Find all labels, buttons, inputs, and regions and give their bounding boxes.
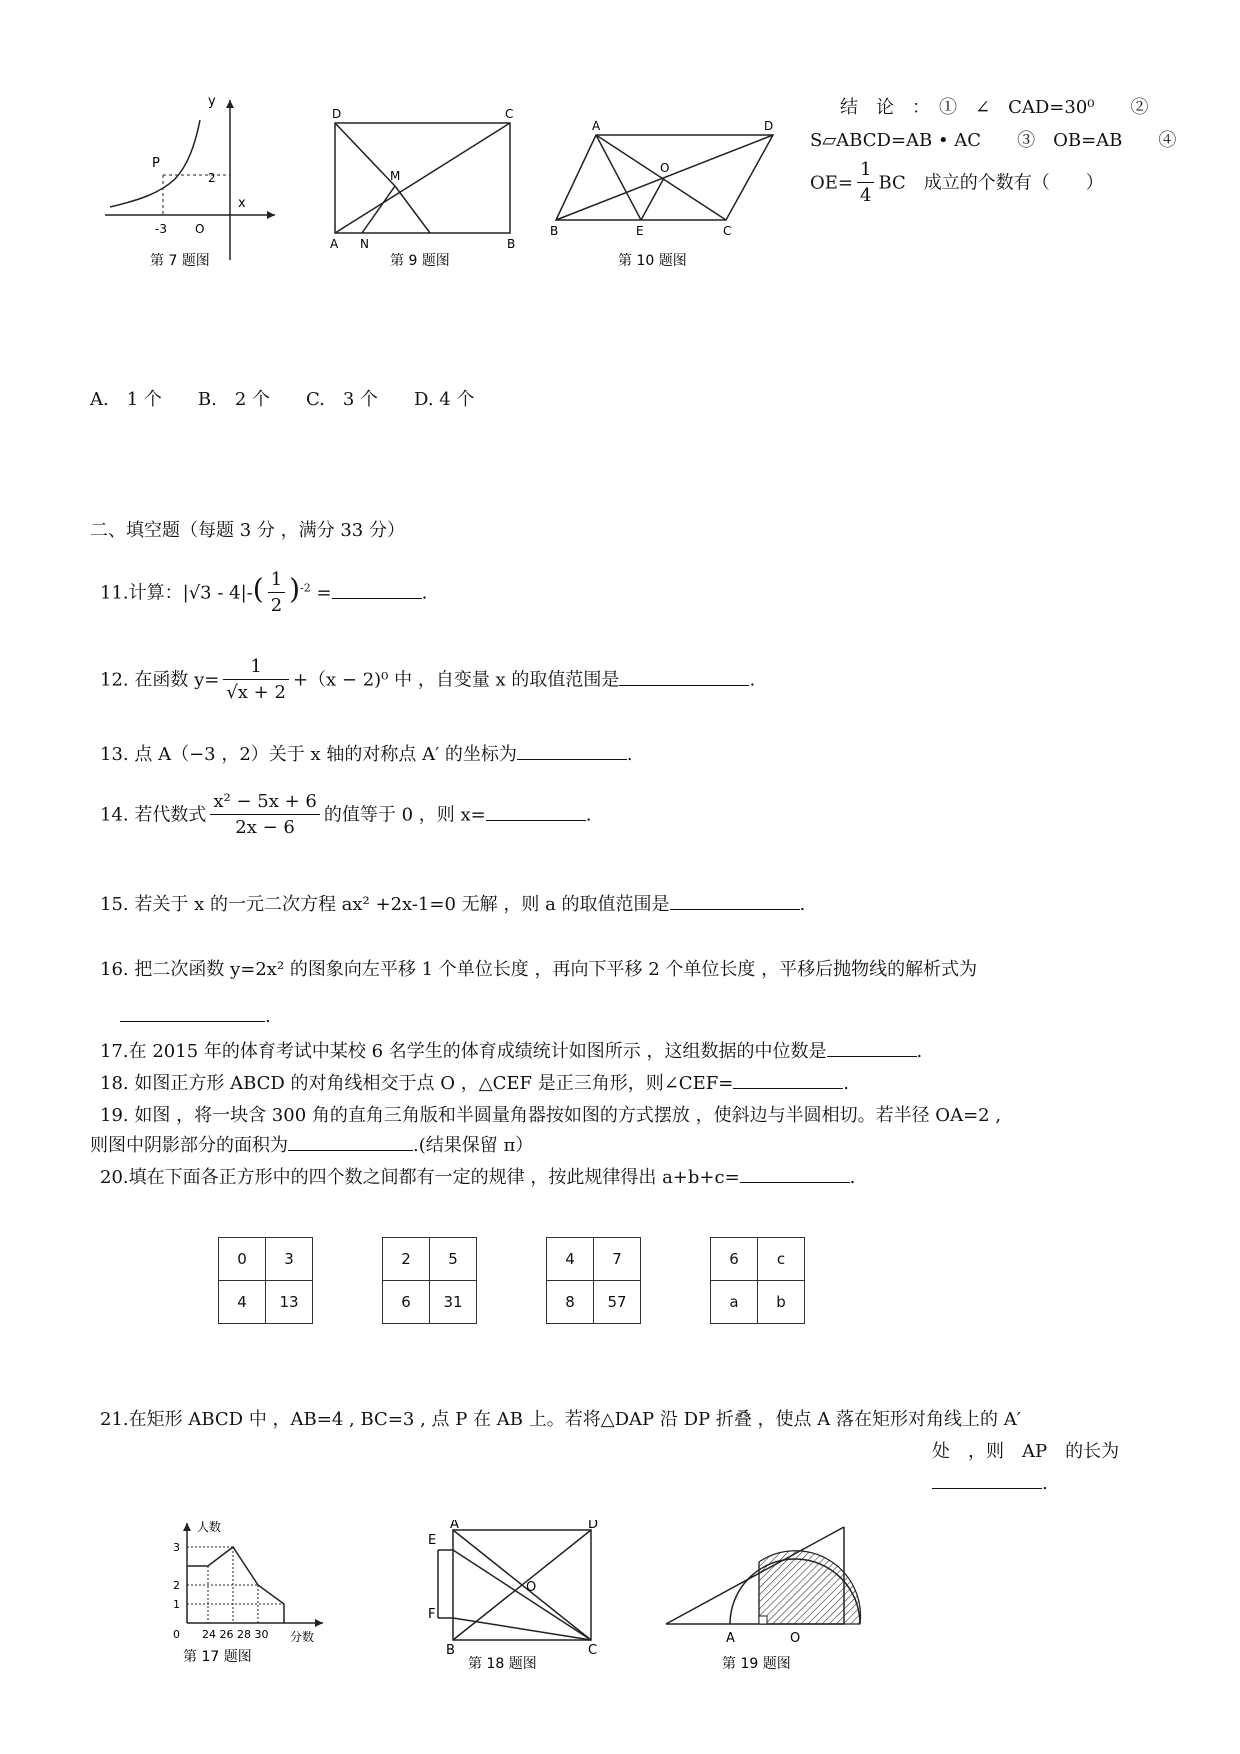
- q12-mid: +（x − 2)⁰ 中 ，自变量 x 的取值范围是: [292, 669, 620, 691]
- q12-fraction-den: √x + 2: [226, 682, 286, 703]
- q14-pre: 14. 若代数式: [100, 804, 207, 826]
- figure-7: [100, 95, 280, 270]
- q10-line3-pre: OE=: [810, 172, 853, 194]
- question-19-line2: [90, 1131, 533, 1157]
- q14-answer-blank[interactable]: [486, 802, 586, 821]
- label-f: F: [428, 1607, 436, 1622]
- label-y: y: [208, 95, 216, 109]
- figure-10: [548, 120, 778, 270]
- ylabel: 人数: [197, 1520, 222, 1534]
- diagonal-bd: [556, 135, 773, 220]
- label-c: C: [588, 1643, 598, 1658]
- grid-cell: 0: [219, 1238, 266, 1281]
- grid-cell: 6: [383, 1281, 430, 1324]
- period: .: [799, 894, 806, 915]
- section-title: 二、填空题（每题 3 分 ，满分 33 分）: [90, 520, 405, 541]
- question-21-line2: 处 ，则 AP 的长为: [932, 1441, 1120, 1462]
- segment-m-bottom: [395, 186, 430, 233]
- q16-answer-blank[interactable]: [120, 1003, 265, 1022]
- label-o: O: [790, 1631, 801, 1646]
- q12-answer-blank[interactable]: [619, 667, 749, 686]
- answer-options: A. 1 个 B. 2 个 C. 3 个 D. 4 个: [90, 389, 475, 410]
- label-d: D: [764, 120, 774, 133]
- caption: 第 18 题图: [468, 1656, 537, 1670]
- period: .: [265, 1006, 271, 1027]
- q11-fraction: [268, 568, 285, 619]
- period: .: [849, 1167, 856, 1188]
- caption: 第 10 题图: [618, 253, 687, 269]
- grid-cell: 4: [547, 1238, 594, 1281]
- q12-fraction: [223, 655, 289, 706]
- question-21-blank-line: [932, 1470, 1048, 1494]
- q11-equals: =: [316, 582, 332, 604]
- q21-answer-blank[interactable]: [932, 1470, 1042, 1489]
- x-axis-arrow: [267, 211, 275, 219]
- period: .: [916, 1041, 923, 1062]
- y-axis-arrow: [226, 100, 234, 108]
- grid-cell: 8: [547, 1281, 594, 1324]
- q17-text: 17.在 2015 年的体育考试中某校 6 名学生的体育成绩统计如图所示 ，这组数据的中位数是: [100, 1041, 827, 1062]
- label-d: D: [588, 1520, 599, 1532]
- q10-fraction: [857, 158, 874, 209]
- caption: 第 7 题图: [150, 253, 210, 269]
- label-b: B: [507, 237, 516, 251]
- grid-cell: 3: [266, 1238, 313, 1281]
- segment-oe: [641, 178, 664, 220]
- caption: 第 9 题图: [390, 253, 450, 269]
- q20-answer-blank[interactable]: [740, 1164, 850, 1183]
- q10-line1: 结 论 ： ① ∠ CAD=30⁰ ②: [840, 97, 1149, 118]
- xticks: 24 26 28 30: [202, 1628, 269, 1641]
- label-p: P: [152, 156, 160, 171]
- label-2: 2: [208, 171, 216, 185]
- label-o: O: [660, 161, 670, 175]
- q14-fraction: [210, 790, 319, 841]
- q20-text: 20.填在下面各正方形中的四个数之间都有一定的规律 ，按此规律得出 a+b+c=: [100, 1167, 740, 1188]
- q12-pre: 12. 在函数 y=: [100, 669, 220, 691]
- question-12: [100, 655, 755, 706]
- segment-ae: [596, 135, 641, 220]
- q11-pre: 11.计算：: [100, 582, 183, 604]
- segment-mn: [362, 186, 395, 233]
- q19-text: 则图中阴影部分的面积为: [90, 1135, 288, 1156]
- question-21-line1: 21.在矩形 ABCD 中 ，AB=4 , BC=3 , 点 P 在 AB 上。若将△DAP 沿 DP 折叠 ，使点 A 落在矩形对角线上的 A′: [100, 1409, 1021, 1430]
- grid-cell: b: [758, 1281, 805, 1324]
- q12-fraction-num: 1: [223, 655, 289, 680]
- grid-cell: 13: [266, 1281, 313, 1324]
- segment-dm: [335, 123, 395, 186]
- period: .: [421, 582, 428, 604]
- q11-paren-right: ): [289, 572, 301, 606]
- grid-cell: c: [758, 1238, 805, 1281]
- label-c: C: [505, 108, 514, 121]
- label-neg3: -3: [155, 222, 167, 236]
- question-18: [100, 1069, 849, 1095]
- label-a: A: [592, 120, 601, 133]
- ytick-3: 3: [173, 1541, 180, 1554]
- label-a: A: [330, 237, 339, 251]
- q10-line2: S▱ABCD=AB • AC ③ OB=AB ④: [810, 130, 1177, 151]
- xlabel: 分数: [290, 1630, 315, 1644]
- q13-text: 13. 点 A（−3 ，2）关于 x 轴的对称点 A′ 的坐标为: [100, 744, 517, 765]
- label-a: A: [726, 1631, 735, 1646]
- label-x: x: [238, 196, 246, 211]
- q10-fraction-num: 1: [857, 158, 874, 183]
- label-e: E: [636, 224, 644, 238]
- ytick-1: 1: [173, 1598, 180, 1611]
- q17-answer-blank[interactable]: [827, 1038, 917, 1057]
- period: .: [749, 669, 756, 691]
- right-angle-mark: [759, 1616, 767, 1624]
- question-11: [100, 568, 427, 619]
- number-grid-3: [546, 1237, 641, 1324]
- q11-minus: -: [246, 582, 253, 604]
- q18-text: 18. 如图正方形 ABCD 的对角线相交于点 O ，△CEF 是正三角形，则∠CEF=: [100, 1073, 734, 1094]
- question-14: [100, 790, 591, 841]
- q11-abs-expr: |√3 - 4|: [182, 582, 247, 604]
- grid-cell: 4: [219, 1281, 266, 1324]
- q18-answer-blank[interactable]: [733, 1070, 843, 1089]
- figure-19: [662, 1522, 862, 1672]
- label-e: E: [428, 1533, 437, 1548]
- diagonal-ac: [335, 123, 510, 233]
- grid-cell: 57: [594, 1281, 641, 1324]
- q11-answer-blank[interactable]: [332, 580, 422, 599]
- figure-18: [428, 1520, 603, 1670]
- question-16-blank-line: [120, 1003, 271, 1027]
- question-16: 16. 把二次函数 y=2x² 的图象向左平移 1 个单位长度 ，再向下平移 2 个单位长度 ，平移后抛物线的解析式为: [100, 959, 978, 980]
- label-a: A: [450, 1520, 459, 1532]
- period: .: [1042, 1473, 1048, 1494]
- number-grid-4: [710, 1237, 805, 1324]
- question-20: [100, 1163, 855, 1189]
- q19-tail: .(结果保留 π）: [413, 1135, 534, 1156]
- q15-text: 15. 若关于 x 的一元二次方程 ax² +2x-1=0 无解 ，则 a 的取值范围是: [100, 894, 670, 915]
- question-13: [100, 740, 633, 766]
- question-17: [100, 1037, 922, 1063]
- label-n: N: [360, 237, 369, 251]
- grid-cell: 31: [430, 1281, 477, 1324]
- q11-fraction-den: 2: [270, 595, 283, 616]
- q10-fraction-den: 4: [859, 185, 872, 206]
- caption: 第 17 题图: [183, 1649, 252, 1665]
- question-19-line1: 19. 如图 ，将一块含 300 角的直角三角版和半圆量角器按如图的方式摆放 ，使斜边与半圆相切。若半径 OA=2 ,: [100, 1105, 1002, 1126]
- caption: 第 19 题图: [722, 1656, 791, 1672]
- q14-fraction-num: x² − 5x + 6: [210, 790, 319, 815]
- label-b: B: [446, 1643, 455, 1658]
- grid-cell: 5: [430, 1238, 477, 1281]
- q11-exponent: -2: [300, 581, 311, 595]
- label-m: M: [390, 169, 401, 183]
- period: .: [585, 804, 592, 826]
- grid-cell: a: [711, 1281, 758, 1324]
- grid-cell: 7: [594, 1238, 641, 1281]
- q14-fraction-den: 2x − 6: [235, 817, 295, 838]
- label-o: O: [526, 1580, 537, 1595]
- period: .: [626, 744, 633, 765]
- q14-post: 的值等于 0 ，则 x=: [323, 804, 486, 826]
- ytick-2: 2: [173, 1579, 180, 1592]
- segment-fc: [453, 1618, 591, 1640]
- figure-9: [320, 108, 530, 270]
- q10-line3-post: BC 成立的个数有（ ）: [878, 172, 1104, 194]
- figure-17: [165, 1515, 335, 1665]
- q11-fraction-num: 1: [268, 568, 285, 593]
- label-o: O: [195, 222, 205, 236]
- label-d: D: [332, 108, 342, 121]
- q13-answer-blank[interactable]: [517, 741, 627, 760]
- question-15: [100, 890, 805, 916]
- q19-answer-blank[interactable]: [288, 1132, 413, 1151]
- diagonal-ac: [596, 135, 726, 220]
- period: .: [843, 1073, 850, 1094]
- q11-paren-left: (: [252, 572, 264, 606]
- grid-cell: 6: [711, 1238, 758, 1281]
- origin: 0: [173, 1628, 180, 1641]
- y-axis-arrow: [183, 1523, 191, 1531]
- label-b: B: [550, 224, 559, 238]
- x-axis-arrow: [315, 1619, 323, 1627]
- segment-ec: [453, 1550, 591, 1640]
- number-grid-2: [382, 1237, 477, 1324]
- number-grid-1: [218, 1237, 313, 1324]
- q15-answer-blank[interactable]: [670, 891, 800, 910]
- grid-cell: 2: [383, 1238, 430, 1281]
- q10-line3: [810, 158, 1104, 209]
- label-c: C: [723, 224, 732, 238]
